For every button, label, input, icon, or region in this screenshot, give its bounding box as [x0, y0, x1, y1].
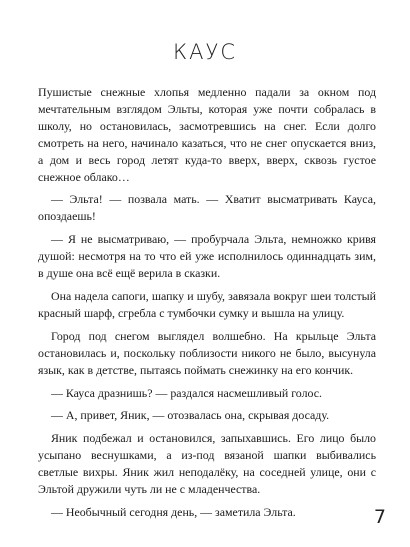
page-number: 7 — [373, 506, 386, 528]
paragraph: Она надела сапоги, шапку и шубу, завязала вокруг шеи толстый красный шарф, сгребла с тумбочки сумку и вышла на улицу. — [38, 288, 376, 320]
paragraph: — Эльта! — позвала мать. — Хватит высматривать Кауса, опоздаешь! — [38, 192, 376, 224]
chapter-title: КАУС — [173, 40, 237, 64]
paragraph: — Я не высматриваю, — пробурчала Эльта, немножко кривя душой: несмотря на то что ей уже исполнилось одиннадцать зим, в душе она всё ещё верила в сказки. — [38, 232, 376, 281]
paragraph: — Кауса дразнишь? — раздался насмешливый голос. — [51, 385, 323, 400]
paragraph: Пушистые снежные хлопья медленно падали за окном под мечтательным взглядом Эльты, которая уже почти собралась в школу, но остановилась, засмотревшись на снег. Если долго смотреть на него, начинало казаться, что не снег опускается вниз, а дом и весь город летят куда-то вверх, вверх, сквозь густое снежное облако… — [38, 85, 376, 184]
paragraph: — Необычный сегодня день, — заметила Эльта. — [51, 504, 296, 519]
chapter-body — [38, 84, 376, 527]
paragraph: Яник подбежал и остановился, запыхавшись. Его лицо было усыпано веснушками, а из-под вязаной шапки выбивались светлые вихры. Яник жил неподалёку, на соседней улице, они с Эльтой дружили чуть ли не с младенчества. — [38, 431, 376, 497]
paragraph: Город под снегом выглядел волшебно. На крыльце Эльта остановилась и, поскольку поблизости никого не было, высунула язык, как в детстве, пытаясь поймать снежинку на его кончик. — [38, 328, 376, 377]
paragraph: — А, привет, Яник, — отозвалась она, скрывая досаду. — [51, 408, 330, 423]
